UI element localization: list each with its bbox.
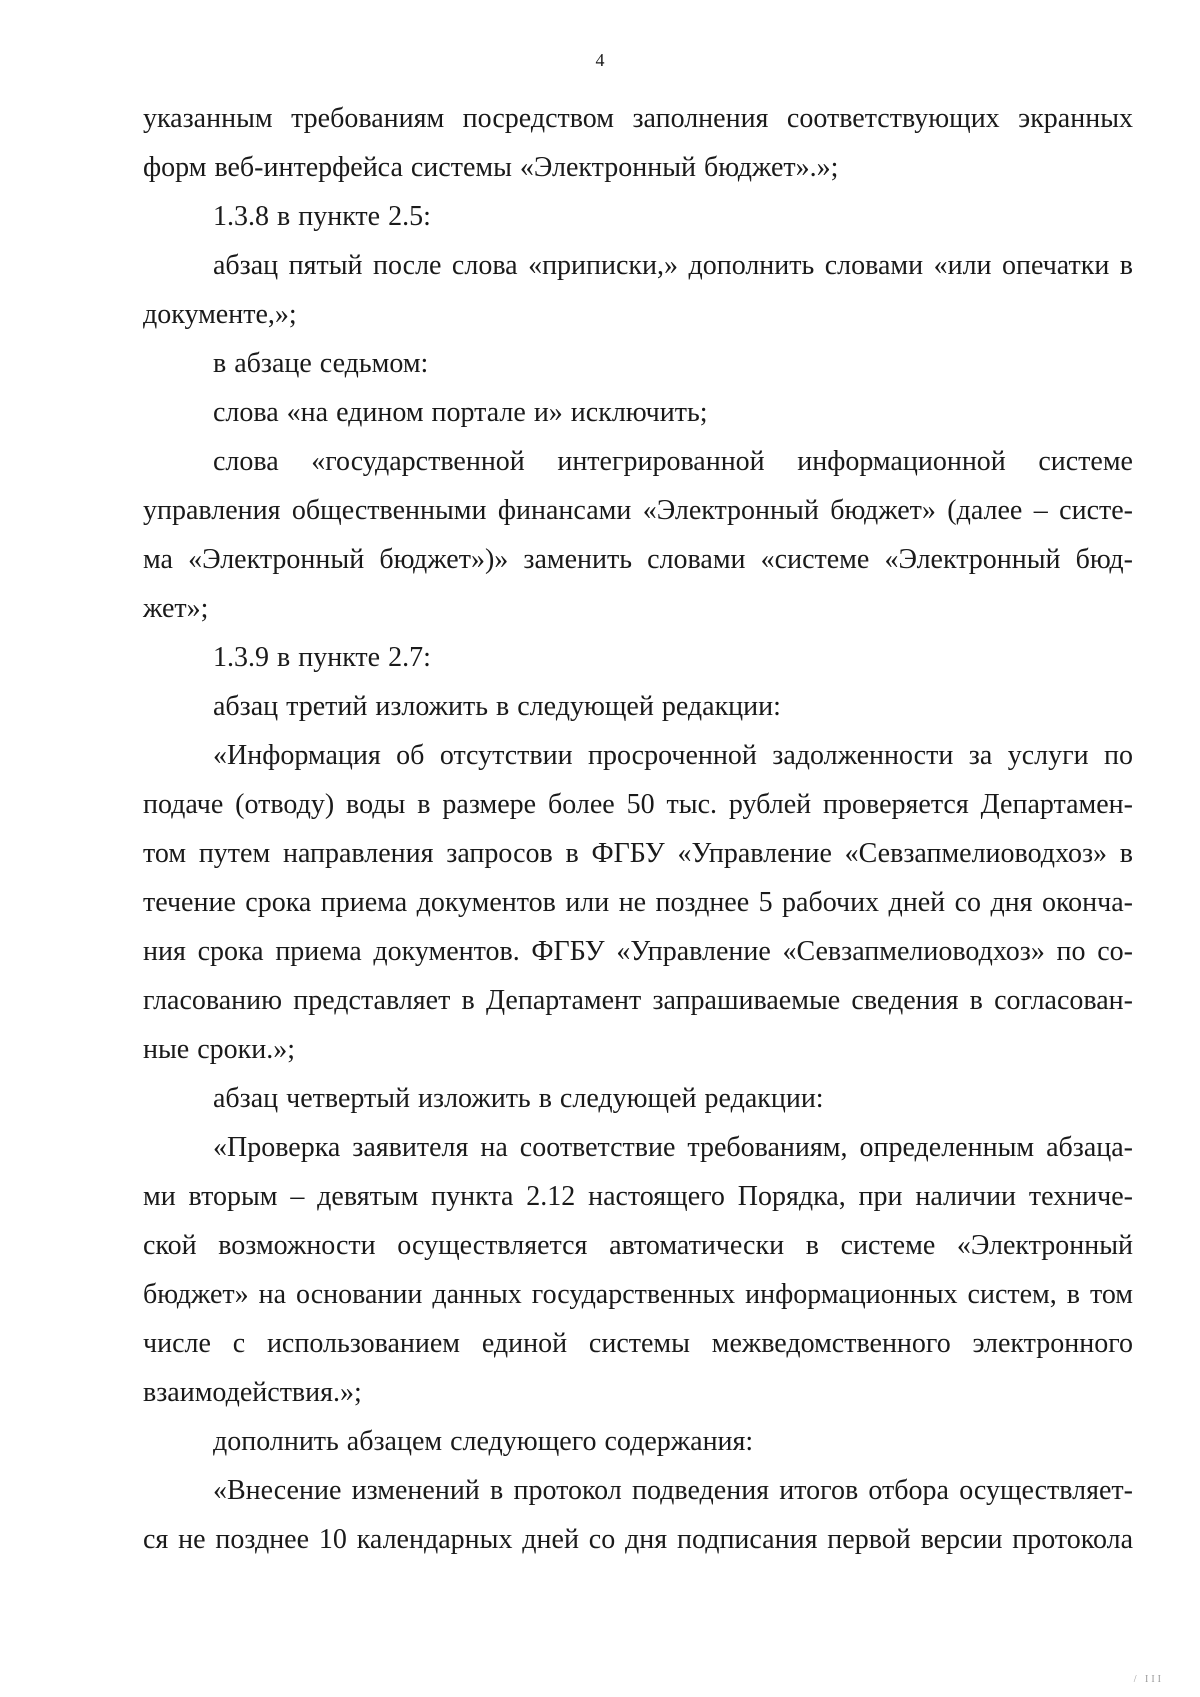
paragraph: слова «на едином портале и» исключить; [213,397,708,428]
paragraph: абзац четвертый изложить в следующей редакции: [213,1083,824,1114]
scan-mark: / III [1133,1674,1164,1685]
paragraph: указанным требованиям посредством заполнения соответствующих экранных форм веб-интерфейса системы «Электронный бюджет».»; [143,103,1133,183]
document-body [143,94,1133,1564]
paragraph: 1.3.9 в пункте 2.7: [213,642,431,673]
paragraph: «Внесение изменений в протокол подведения итогов отбора осуществляет-ся не позднее 10 календарных дней со дня подписания первой версии протокола [143,1475,1133,1555]
paragraph: 1.3.8 в пункте 2.5: [213,201,431,232]
paragraph: слова «государственной интегрированной информационной системе управления общественными финансами «Электронный бюджет» (далее – систе-ма «Электронный бюджет»)» заменить словами «системе «Электронный бюд-жет»; [143,446,1133,624]
paragraph: дополнить абзацем следующего содержания: [213,1426,754,1457]
page-number: 4 [595,50,605,70]
paragraph: «Информация об отсутствии просроченной задолженности за услуги по подаче (отводу) воды в размере более 50 тыс. рублей проверяется Департамен-том путем направления запросов в ФГБУ «Управление «Севзапмелиоводхоз» в течение срока приема документов или не позднее 5 рабочих дней со дня оконча-ния срока приема документов. ФГБУ «Управление «Севзапмелиоводхоз» по со-гласованию представляет в Департамент запрашиваемые сведения в согласован-ные сроки.»; [143,740,1133,1065]
paragraph: «Проверка заявителя на соответствие требованиям, определенным абзаца-ми вторым – девятым пункта 2.12 настоящего Порядка, при наличии техниче-ской возможности осуществляется автоматически в системе «Электронный бюджет» на основании данных государственных информационных систем, в том числе с использованием единой системы межведомственного электронного взаимодействия.»; [143,1132,1133,1408]
paragraph: абзац пятый после слова «приписки,» дополнить словами «или опечатки в документе,»; [143,250,1133,330]
paragraph: в абзаце седьмом: [213,348,429,379]
paragraph: абзац третий изложить в следующей редакции: [213,691,781,722]
